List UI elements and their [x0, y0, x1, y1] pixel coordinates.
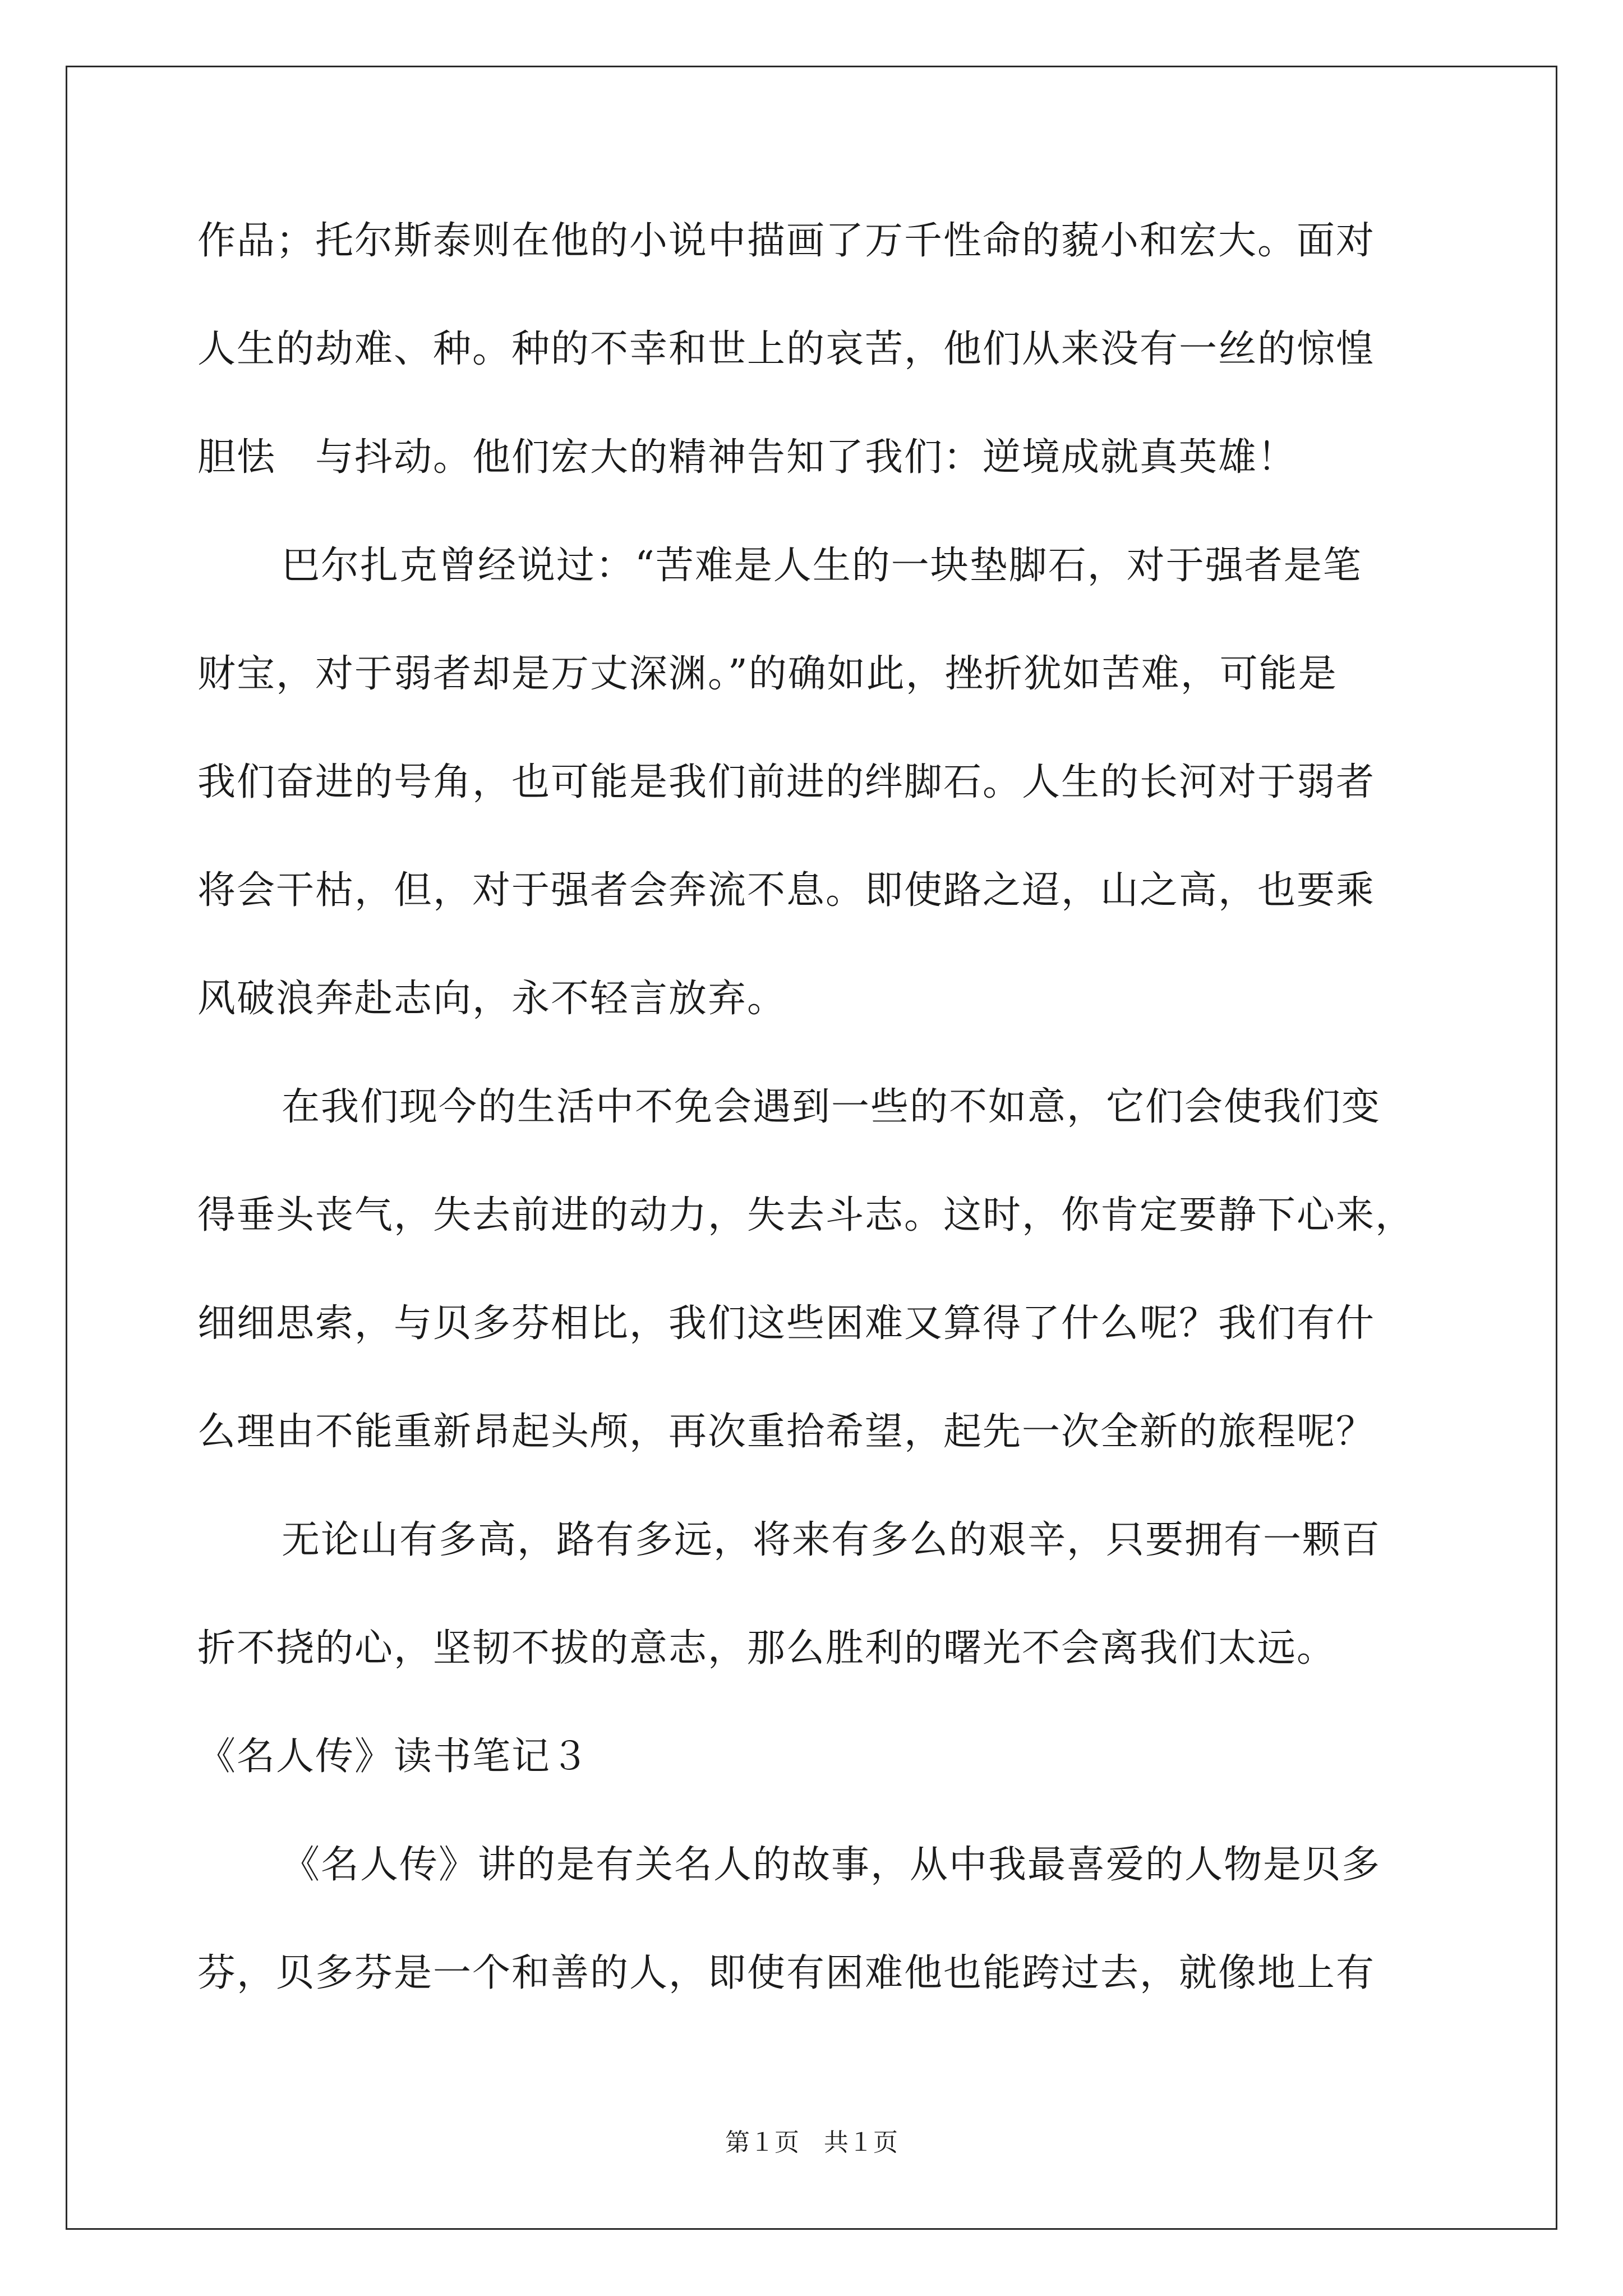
text-line: 么理由不能重新昂起头颅，再次重拾希望，起先一次全新的旅程呢？	[197, 1410, 1376, 1454]
page-footer	[0, 2126, 1623, 2160]
text-line: 作品；托尔斯泰则在他的小说中描画了万千性命的藐小和宏大。面对	[197, 219, 1376, 263]
text-line: 人生的劫难、种。种的不幸和世上的哀苦，他们从来没有一丝的惊惶	[197, 327, 1376, 371]
text-line: 风破浪奔赴志向，永不轻言放弃。	[197, 977, 787, 1021]
page-border	[66, 66, 1557, 2230]
text-line: 将会干枯，但，对于强者会奔流不息。即使路之迢，山之高，也要乘	[197, 868, 1376, 913]
paragraph-start-line: 在我们现今的生活中不免会遇到一些的不如意，它们会使我们变	[282, 1085, 1381, 1129]
text-line: 得垂头丧气，失去前进的动力，失去斗志。这时，你肯定要静下心来，	[197, 1193, 1415, 1237]
paragraph-start-line: 巴尔扎克曾经说过：“苦难是人生的一块垫脚石，对于强者是笔	[282, 544, 1362, 588]
text-line: 胆怯 与抖动。他们宏大的精神告知了我们：逆境成就真英雄！	[197, 435, 1297, 480]
paragraph-start-line: 无论山有多高，路有多远，将来有多么的艰辛，只要拥有一颗百	[282, 1518, 1381, 1562]
text-line: 细细思索，与贝多芬相比，我们这些困难又算得了什么呢？我们有什	[197, 1301, 1376, 1346]
text-line: 财宝，对于弱者却是万丈深渊。”的确如此，挫折犹如苦难，可能是	[197, 652, 1338, 696]
text-line: 折不挠的心，坚韧不拔的意志，那么胜利的曙光不会离我们太远。	[197, 1626, 1336, 1671]
page-number: 第１页 共１页	[725, 2128, 898, 2157]
paragraph-start-line: 《名人传》讲的是有关名人的故事，从中我最喜爱的人物是贝多	[282, 1843, 1381, 1887]
text-line: 我们奋进的号角，也可能是我们前进的绊脚石。人生的长河对于弱者	[197, 760, 1376, 804]
text-line: 芬，贝多芬是一个和善的人，即使有困难他也能跨过去，就像地上有	[197, 1951, 1376, 1995]
section-heading: 《名人传》读书笔记３	[197, 1734, 591, 1779]
